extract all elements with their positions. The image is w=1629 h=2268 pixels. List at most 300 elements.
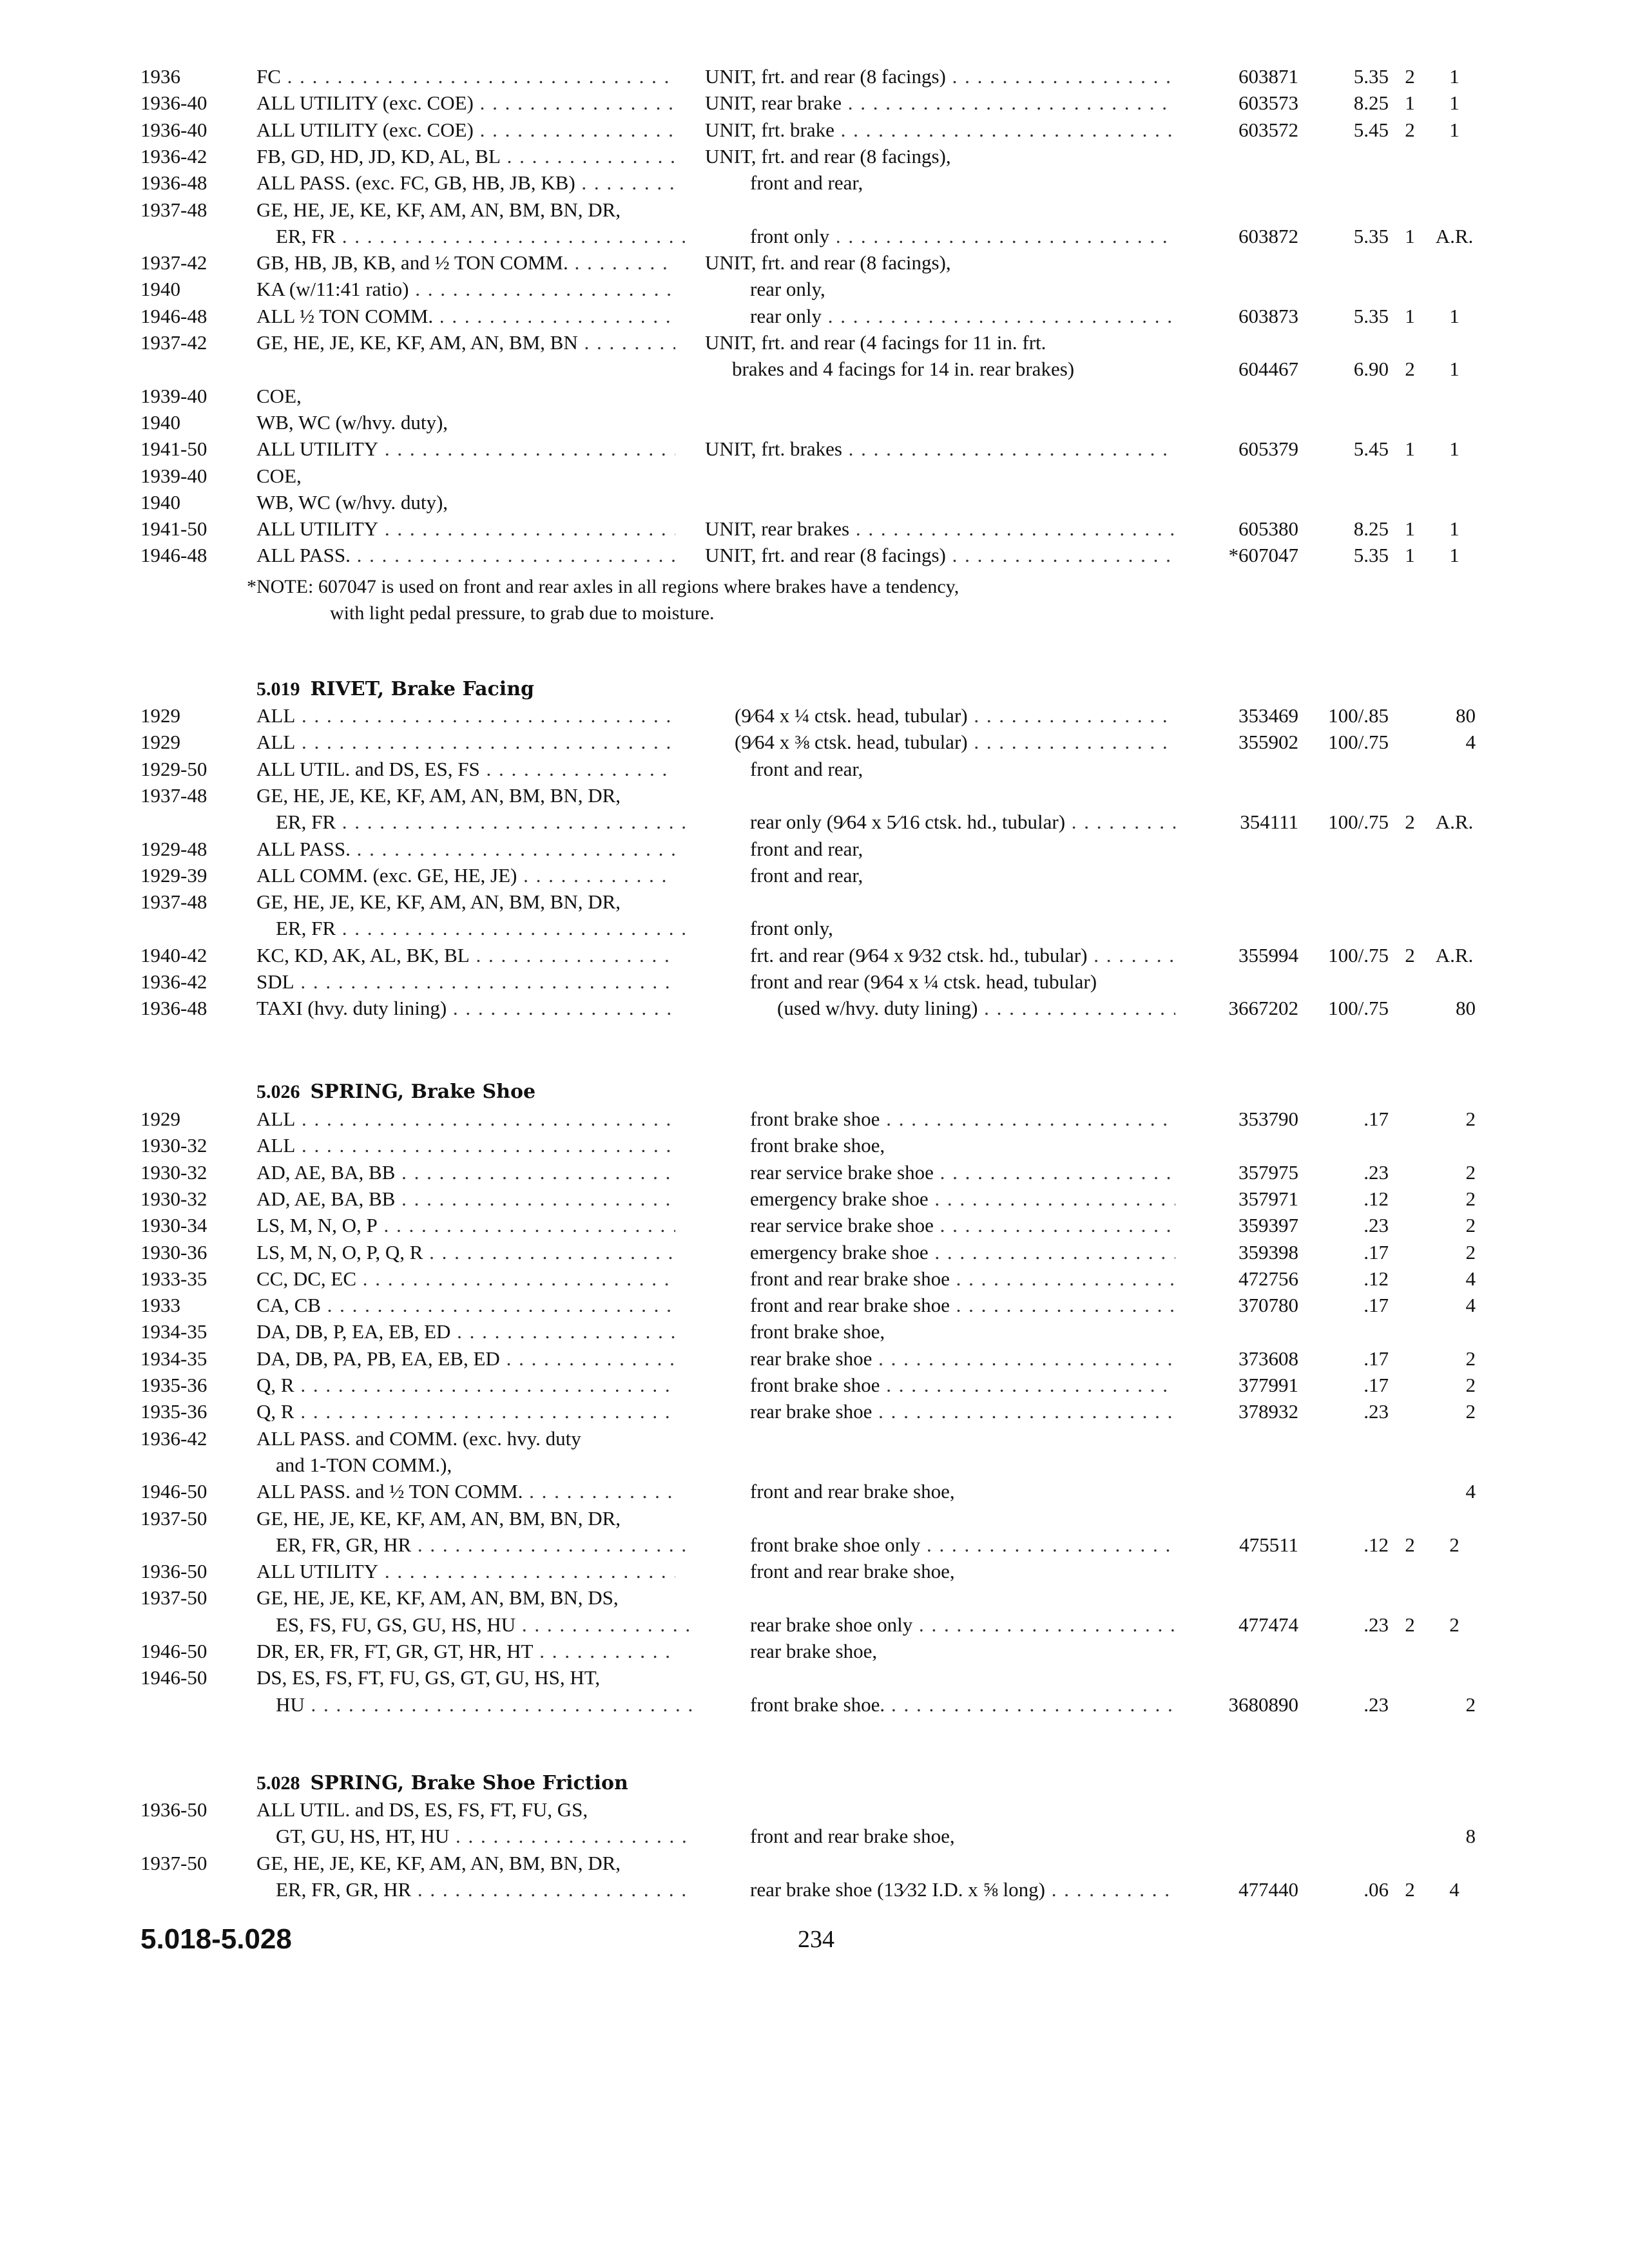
part-description: front and rear brake shoe,	[750, 1560, 955, 1582]
model-year: 1939-40	[140, 465, 207, 487]
table-row	[0, 90, 1629, 116]
model-year: 1929-48	[140, 838, 207, 860]
part-number: 477474	[1239, 1613, 1298, 1636]
list-price: 100/.75	[1328, 997, 1389, 1019]
section-title: SPRING, Brake Shoe	[310, 1081, 536, 1103]
table-row	[0, 1106, 1629, 1132]
part-number: 357971	[1239, 1187, 1298, 1210]
model-year: 1937-48	[140, 198, 207, 221]
model-codes: COE,	[256, 465, 302, 487]
quantity-package: 4	[1449, 1878, 1460, 1901]
quantity: 2	[1465, 1374, 1476, 1396]
part-number: 377991	[1239, 1374, 1298, 1396]
part-description: rear service brake shoe . . .	[705, 1212, 1175, 1238]
model-codes: CC, DC, EC . . .	[256, 1265, 675, 1292]
table-row	[0, 1132, 1629, 1158]
table-row	[0, 915, 1629, 941]
model-codes: GE, HE, JE, KE, KF, AM, AN, BM, BN, DR,	[256, 890, 621, 913]
part-description: UNIT, rear brakes . . .	[705, 515, 1175, 542]
model-codes: COE,	[256, 385, 302, 407]
model-codes: ALL PASS. and COMM. (exc. hvy. duty	[256, 1427, 581, 1450]
model-year: 1941-50	[140, 437, 207, 460]
model-year: 1930-32	[140, 1187, 207, 1210]
model-codes: ALL UTILITY (exc. COE) . . .	[256, 90, 675, 116]
list-price: 5.45	[1353, 119, 1389, 141]
table-row	[0, 1638, 1629, 1664]
table-row	[0, 702, 1629, 729]
model-codes: TAXI (hvy. duty lining) . . .	[256, 995, 675, 1021]
part-number: 3680890	[1228, 1693, 1298, 1716]
model-year: 1940-42	[140, 944, 207, 966]
quantity-package: 1	[1449, 517, 1460, 540]
part-description: front brake shoe. . . .	[705, 1691, 1175, 1718]
model-year: 1937-48	[140, 890, 207, 913]
part-number: 603871	[1239, 65, 1298, 88]
table-row	[0, 809, 1629, 835]
model-year: 1940	[140, 491, 180, 514]
quantity-per-car: 1	[1405, 517, 1415, 540]
table-row	[0, 1212, 1629, 1238]
model-year: 1937-50	[140, 1507, 207, 1530]
list-price: .12	[1364, 1533, 1389, 1556]
model-year: 1936	[140, 65, 180, 88]
model-codes: ER, FR, GR, HR . . .	[256, 1876, 695, 1903]
model-codes: ER, FR . . .	[256, 915, 695, 941]
model-codes: DS, ES, FS, FT, FU, GS, GT, GU, HS, HT,	[256, 1666, 601, 1689]
model-year: 1946-48	[140, 544, 207, 566]
table-row	[0, 409, 1629, 436]
table-row	[0, 1611, 1629, 1638]
part-description: front brake shoe . . .	[705, 1372, 1175, 1398]
table-row	[0, 1425, 1629, 1452]
table-row	[0, 515, 1629, 542]
table-row	[0, 862, 1629, 889]
section-heading-spring-friction	[256, 1770, 628, 1796]
quantity-per-car: 1	[1405, 544, 1415, 566]
model-codes: KC, KD, AK, AL, BK, BL . . .	[256, 942, 675, 968]
table-row	[0, 117, 1629, 143]
part-description: rear only (9⁄64 x 5⁄16 ctsk. hd., tubular) . . .	[705, 809, 1175, 835]
part-description: emergency brake shoe . . .	[705, 1186, 1175, 1212]
list-price: 5.35	[1353, 544, 1389, 566]
table-row	[0, 1398, 1629, 1425]
part-description: front and rear brake shoe,	[750, 1825, 955, 1847]
quantity: 2	[1465, 1214, 1476, 1236]
model-codes: GE, HE, JE, KE, KF, AM, AN, BM, BN, DR,	[256, 198, 621, 221]
model-codes: and 1-TON COMM.),	[276, 1454, 452, 1476]
model-codes: ER, FR, GR, HR . . .	[256, 1532, 695, 1558]
quantity-package: 2	[1449, 1613, 1460, 1636]
part-description: UNIT, frt. and rear (8 facings) . . .	[705, 63, 1175, 90]
list-price: .12	[1364, 1187, 1389, 1210]
quantity-package: 1	[1449, 437, 1460, 460]
model-codes: WB, WC (w/hvy. duty),	[256, 491, 448, 514]
part-description: (used w/hvy. duty lining) . . .	[705, 995, 1175, 1021]
model-year: 1936-48	[140, 171, 207, 194]
table-row	[0, 942, 1629, 968]
part-description: rear brake shoe (13⁄32 I.D. x ⅝ long) . . .	[705, 1876, 1175, 1903]
table-row	[0, 1796, 1629, 1823]
list-price: .12	[1364, 1267, 1389, 1290]
list-price: .17	[1364, 1241, 1389, 1264]
page-number: 234	[798, 1926, 834, 1953]
quantity-per-car: 2	[1405, 811, 1415, 833]
model-year: 1929	[140, 704, 180, 727]
model-year: 1946-50	[140, 1640, 207, 1662]
model-codes: GE, HE, JE, KE, KF, AM, AN, BM, BN, DR,	[256, 1852, 621, 1874]
model-codes: HU . . .	[256, 1691, 695, 1718]
model-year: 1936-40	[140, 119, 207, 141]
table-row	[0, 329, 1629, 356]
quantity: 4	[1465, 1480, 1476, 1503]
list-price: .23	[1364, 1400, 1389, 1423]
model-codes: ALL PASS. . . .	[256, 542, 675, 568]
part-number: *607047	[1228, 544, 1298, 566]
table-row	[0, 1265, 1629, 1292]
part-number: 3667202	[1228, 997, 1298, 1019]
table-row	[0, 1823, 1629, 1849]
model-year: 1937-42	[140, 251, 207, 274]
part-description: UNIT, frt. and rear (8 facings),	[705, 145, 951, 168]
model-codes: ALL . . .	[256, 729, 675, 755]
table-row	[0, 1159, 1629, 1186]
part-description: (9⁄64 x ⅜ ctsk. head, tubular) . . .	[705, 729, 1175, 755]
table-row	[0, 197, 1629, 223]
model-year: 1929	[140, 731, 180, 753]
table-row	[0, 995, 1629, 1021]
table-row	[0, 63, 1629, 90]
part-number: 370780	[1239, 1294, 1298, 1316]
table-row	[0, 1664, 1629, 1691]
model-codes: ALL . . .	[256, 1106, 675, 1132]
model-codes: AD, AE, BA, BB . . .	[256, 1159, 675, 1186]
quantity-per-car: 2	[1405, 944, 1415, 966]
part-description: rear brake shoe only . . .	[705, 1611, 1175, 1638]
section-range-code: 5.018-5.028	[140, 1923, 292, 1955]
part-description: rear service brake shoe . . .	[705, 1159, 1175, 1186]
table-row	[0, 1292, 1629, 1318]
table-row	[0, 1850, 1629, 1876]
list-price: .23	[1364, 1693, 1389, 1716]
quantity-per-car: 1	[1405, 225, 1415, 247]
part-description: front and rear brake shoe . . .	[705, 1292, 1175, 1318]
model-year: 1936-50	[140, 1798, 207, 1821]
quantity-package: 2	[1449, 1533, 1460, 1556]
model-year: 1934-35	[140, 1347, 207, 1370]
part-number: 354111	[1240, 811, 1298, 833]
model-codes: ALL UTIL. and DS, ES, FS, FT, FU, GS,	[256, 1798, 588, 1821]
table-row	[0, 756, 1629, 782]
table-row	[0, 1186, 1629, 1212]
model-codes: ALL UTILITY . . .	[256, 436, 675, 462]
part-description: rear only . . .	[705, 303, 1175, 329]
section-number: 5.026	[256, 1081, 300, 1102]
list-price: .23	[1364, 1214, 1389, 1236]
list-price: 100/.75	[1328, 944, 1389, 966]
section-number: 5.028	[256, 1773, 300, 1794]
list-price: 5.35	[1353, 305, 1389, 327]
part-number: 603572	[1239, 119, 1298, 141]
list-price: .17	[1364, 1347, 1389, 1370]
model-year: 1939-40	[140, 385, 207, 407]
part-description: front brake shoe,	[750, 1134, 885, 1157]
list-price: 100/.75	[1328, 811, 1389, 833]
part-number: 603573	[1239, 91, 1298, 114]
table-row	[0, 1478, 1629, 1504]
quantity-package: 1	[1449, 119, 1460, 141]
part-number: 373608	[1239, 1347, 1298, 1370]
model-codes: KA (w/11:41 ratio) . . .	[256, 276, 675, 302]
part-number: 359398	[1239, 1241, 1298, 1264]
part-description: rear only,	[750, 278, 825, 300]
part-description: UNIT, frt. and rear (8 facings),	[705, 251, 951, 274]
part-number: 605379	[1239, 437, 1298, 460]
model-codes: CA, CB . . .	[256, 1292, 675, 1318]
part-description: UNIT, frt. and rear (8 facings) . . .	[705, 542, 1175, 568]
part-description: front and rear,	[750, 171, 863, 194]
part-description: UNIT, rear brake . . .	[705, 90, 1175, 116]
part-number: 477440	[1239, 1878, 1298, 1901]
table-row	[0, 1691, 1629, 1718]
model-codes: DR, ER, FR, FT, GR, GT, HR, HT . . .	[256, 1638, 675, 1664]
model-codes: ALL ½ TON COMM. . . .	[256, 303, 675, 329]
table-row	[0, 1505, 1629, 1532]
table-row	[0, 383, 1629, 409]
quantity-package: 1	[1449, 305, 1460, 327]
quantity: 2	[1465, 1347, 1476, 1370]
quantity-package: A.R.	[1435, 944, 1474, 966]
table-row	[0, 1239, 1629, 1265]
list-price: 100/.85	[1328, 704, 1389, 727]
model-year: 1935-36	[140, 1400, 207, 1423]
model-year: 1937-42	[140, 331, 207, 354]
model-codes: ALL UTIL. and DS, ES, FS . . .	[256, 756, 675, 782]
part-description: rear brake shoe . . .	[705, 1345, 1175, 1372]
part-number: 605380	[1239, 517, 1298, 540]
part-description: frt. and rear (9⁄64 x 9⁄32 ctsk. hd., tubular) . . .	[705, 942, 1175, 968]
table-row	[0, 968, 1629, 995]
model-codes: GE, HE, JE, KE, KF, AM, AN, BM, BN, DR,	[256, 1507, 621, 1530]
part-number: 355902	[1239, 731, 1298, 753]
model-codes: ES, FS, FU, GS, GU, HS, HU . . .	[256, 1611, 695, 1638]
model-codes: ALL . . .	[256, 702, 675, 729]
quantity: 4	[1465, 1294, 1476, 1316]
model-year: 1930-36	[140, 1241, 207, 1264]
part-description: front and rear (9⁄64 x ¼ ctsk. head, tubular)	[750, 970, 1097, 993]
model-codes: ALL UTILITY . . .	[256, 1558, 675, 1584]
table-row	[0, 782, 1629, 809]
table-row	[0, 1318, 1629, 1345]
model-codes: WB, WC (w/hvy. duty),	[256, 411, 448, 434]
list-price: 8.25	[1353, 91, 1389, 114]
model-codes: ALL PASS. . . .	[256, 836, 675, 862]
section-title: SPRING, Brake Shoe Friction	[310, 1772, 628, 1794]
model-codes: FC . . .	[256, 63, 675, 90]
quantity-package: 1	[1449, 544, 1460, 566]
model-year: 1936-42	[140, 1427, 207, 1450]
model-codes: FB, GD, HD, JD, KD, AL, BL . . .	[256, 143, 675, 169]
model-year: 1937-48	[140, 784, 207, 807]
part-description: UNIT, frt. and rear (4 facings for 11 in. frt.	[705, 331, 1046, 354]
model-codes: ER, FR . . .	[256, 809, 695, 835]
table-row	[0, 303, 1629, 329]
list-price: .17	[1364, 1108, 1389, 1130]
quantity-per-car: 1	[1405, 305, 1415, 327]
part-description: front brake shoe only . . .	[705, 1532, 1175, 1558]
part-number: 475511	[1239, 1533, 1298, 1556]
quantity-package: 1	[1449, 91, 1460, 114]
model-codes: DA, DB, P, EA, EB, ED . . .	[256, 1318, 675, 1345]
model-year: 1935-36	[140, 1374, 207, 1396]
model-year: 1937-50	[140, 1586, 207, 1609]
list-price: 5.35	[1353, 65, 1389, 88]
quantity-package: 1	[1449, 65, 1460, 88]
model-year: 1936-42	[140, 145, 207, 168]
table-row	[0, 143, 1629, 169]
part-description: rear brake shoe . . .	[705, 1398, 1175, 1425]
quantity-per-car: 2	[1405, 1878, 1415, 1901]
table-row	[0, 463, 1629, 489]
part-description: brakes and 4 facings for 14 in. rear brakes)	[732, 358, 1075, 380]
quantity-per-car: 2	[1405, 119, 1415, 141]
quantity-package: A.R.	[1435, 811, 1474, 833]
part-description: front and rear brake shoe,	[750, 1480, 955, 1503]
footnote-line-2: with light pedal pressure, to grab due to moisture.	[330, 602, 715, 624]
quantity-package: 1	[1449, 358, 1460, 380]
quantity: 2	[1465, 1693, 1476, 1716]
quantity: 8	[1465, 1825, 1476, 1847]
model-year: 1936-40	[140, 91, 207, 114]
quantity: 4	[1465, 731, 1476, 753]
model-codes: GE, HE, JE, KE, KF, AM, AN, BM, BN . . .	[256, 329, 675, 356]
table-row	[0, 249, 1629, 276]
quantity-per-car: 2	[1405, 1533, 1415, 1556]
model-year: 1933-35	[140, 1267, 207, 1290]
part-description: front brake shoe,	[750, 1320, 885, 1343]
part-number: 353790	[1239, 1108, 1298, 1130]
quantity-per-car: 2	[1405, 358, 1415, 380]
footnote-line-1: *NOTE: 607047 is used on front and rear axles in all regions where brakes have a tendency,	[247, 576, 959, 597]
quantity: 2	[1465, 1108, 1476, 1130]
model-codes: ER, FR . . .	[256, 223, 695, 249]
table-row	[0, 1558, 1629, 1584]
model-year: 1936-42	[140, 970, 207, 993]
model-codes: AD, AE, BA, BB . . .	[256, 1186, 675, 1212]
model-codes: GE, HE, JE, KE, KF, AM, AN, BM, BN, DS,	[256, 1586, 619, 1609]
quantity-per-car: 2	[1405, 1613, 1415, 1636]
model-codes: Q, R . . .	[256, 1398, 675, 1425]
part-description: (9⁄64 x ¼ ctsk. head, tubular) . . .	[705, 702, 1175, 729]
list-price: 5.45	[1353, 437, 1389, 460]
list-price: .06	[1364, 1878, 1389, 1901]
part-description: front brake shoe . . .	[705, 1106, 1175, 1132]
part-number: 355994	[1239, 944, 1298, 966]
model-year: 1930-32	[140, 1134, 207, 1157]
list-price: 5.35	[1353, 225, 1389, 247]
section-heading-rivet	[256, 676, 534, 702]
model-year: 1940	[140, 278, 180, 300]
part-description: front and rear,	[750, 864, 863, 887]
part-description: UNIT, frt. brakes . . .	[705, 436, 1175, 462]
model-year: 1929	[140, 1108, 180, 1130]
part-number: 604467	[1239, 358, 1298, 380]
quantity-per-car: 1	[1405, 437, 1415, 460]
model-year: 1946-50	[140, 1480, 207, 1503]
model-year: 1946-48	[140, 305, 207, 327]
part-description: front and rear brake shoe . . .	[705, 1265, 1175, 1292]
part-number: 357975	[1239, 1161, 1298, 1184]
quantity: 2	[1465, 1241, 1476, 1264]
table-row	[0, 729, 1629, 755]
table-row	[0, 542, 1629, 568]
part-description: front only . . .	[705, 223, 1175, 249]
part-number: 603872	[1239, 225, 1298, 247]
model-year: 1946-50	[140, 1666, 207, 1689]
quantity-per-car: 2	[1405, 65, 1415, 88]
table-row	[0, 169, 1629, 196]
table-row	[0, 1876, 1629, 1903]
table-row	[0, 1345, 1629, 1372]
quantity: 4	[1465, 1267, 1476, 1290]
list-price: 6.90	[1353, 358, 1389, 380]
table-row	[0, 436, 1629, 462]
table-row	[0, 1452, 1629, 1478]
model-year: 1930-32	[140, 1161, 207, 1184]
model-year: 1933	[140, 1294, 180, 1316]
model-year: 1940	[140, 411, 180, 434]
model-codes: ALL . . .	[256, 1132, 675, 1158]
section-title: RIVET, Brake Facing	[310, 678, 534, 700]
table-row	[0, 889, 1629, 915]
table-row	[0, 223, 1629, 249]
model-codes: ALL UTILITY . . .	[256, 515, 675, 542]
model-codes: SDL . . .	[256, 968, 675, 995]
model-year: 1941-50	[140, 517, 207, 540]
section-heading-spring	[256, 1079, 535, 1105]
quantity: 2	[1465, 1400, 1476, 1423]
model-year: 1937-50	[140, 1852, 207, 1874]
part-description: front and rear,	[750, 838, 863, 860]
list-price: .17	[1364, 1294, 1389, 1316]
model-year: 1930-34	[140, 1214, 207, 1236]
part-description: front only,	[750, 917, 833, 939]
quantity-per-car: 1	[1405, 91, 1415, 114]
list-price: .17	[1364, 1374, 1389, 1396]
part-number: 603873	[1239, 305, 1298, 327]
table-row	[0, 356, 1629, 382]
model-codes: Q, R . . .	[256, 1372, 675, 1398]
model-year: 1929-50	[140, 758, 207, 780]
list-price: 100/.75	[1328, 731, 1389, 753]
quantity: 80	[1456, 997, 1476, 1019]
table-row	[0, 489, 1629, 515]
table-row	[0, 1372, 1629, 1398]
model-codes: GB, HB, JB, KB, and ½ TON COMM. . . .	[256, 249, 675, 276]
part-description: UNIT, frt. brake . . .	[705, 117, 1175, 143]
list-price: .23	[1364, 1161, 1389, 1184]
part-number: 359397	[1239, 1214, 1298, 1236]
part-description: emergency brake shoe . . .	[705, 1239, 1175, 1265]
part-number: 353469	[1239, 704, 1298, 727]
part-description: rear brake shoe,	[750, 1640, 878, 1662]
model-codes: DA, DB, PA, PB, EA, EB, ED . . .	[256, 1345, 675, 1372]
model-codes: GT, GU, HS, HT, HU . . .	[256, 1823, 695, 1849]
model-codes: LS, M, N, O, P . . .	[256, 1212, 675, 1238]
model-codes: ALL PASS. (exc. FC, GB, HB, JB, KB) . . .	[256, 169, 675, 196]
model-codes: GE, HE, JE, KE, KF, AM, AN, BM, BN, DR,	[256, 784, 621, 807]
table-row	[0, 1584, 1629, 1611]
quantity: 2	[1465, 1161, 1476, 1184]
